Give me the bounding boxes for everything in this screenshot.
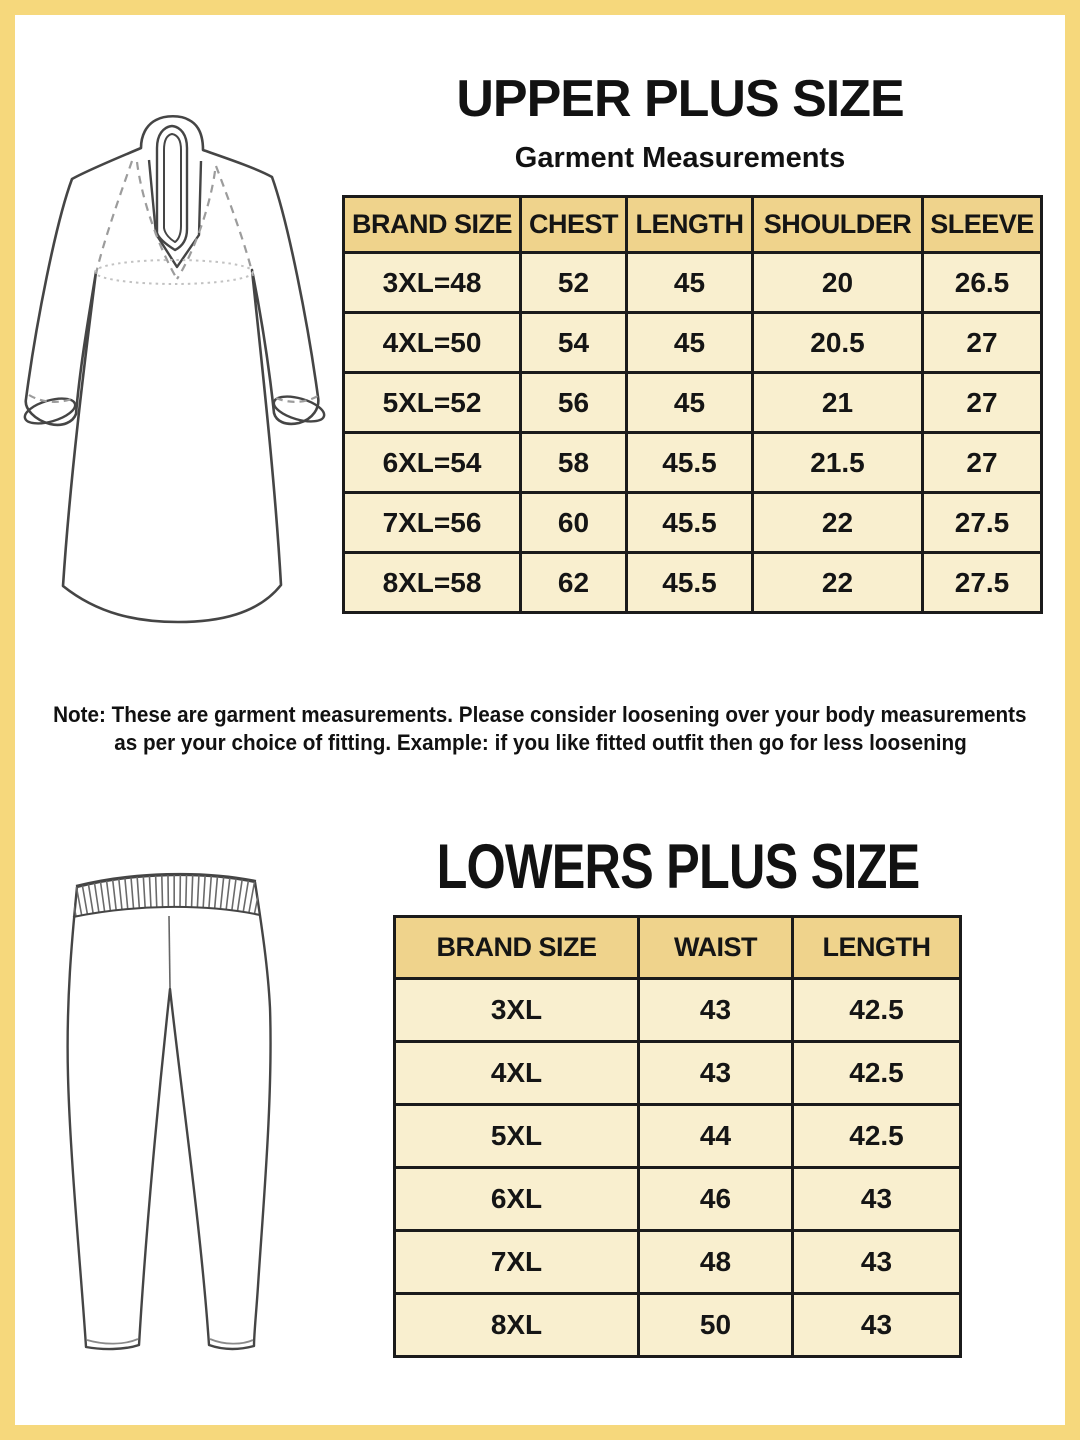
header-cell-length: LENGTH: [793, 917, 961, 979]
table-cell: 54: [521, 313, 627, 373]
table-row: [395, 1168, 961, 1231]
table-cell: 6XL=54: [344, 433, 521, 493]
table-cell: 3XL: [395, 979, 639, 1042]
table-cell: 56: [521, 373, 627, 433]
table-cell: 27.5: [923, 493, 1042, 553]
table-cell: 26.5: [923, 253, 1042, 313]
table-cell: 6XL: [395, 1168, 639, 1231]
table-cell: 48: [639, 1231, 793, 1294]
table-cell: 27: [923, 433, 1042, 493]
table-row: [395, 1294, 961, 1357]
table-cell: 3XL=48: [344, 253, 521, 313]
table-cell: 42.5: [793, 1042, 961, 1105]
table-row: [344, 373, 1042, 433]
measurement-note: [0, 701, 1080, 757]
table-cell: 45.5: [627, 493, 753, 553]
table-row: [344, 493, 1042, 553]
table-cell: 8XL=58: [344, 553, 521, 613]
header-cell-shoulder: SHOULDER: [753, 197, 923, 253]
table-cell: 4XL=50: [344, 313, 521, 373]
table-cell: 7XL=56: [344, 493, 521, 553]
table-cell: 50: [639, 1294, 793, 1357]
table-cell: 58: [521, 433, 627, 493]
header-cell-length: LENGTH: [627, 197, 753, 253]
note-line-2: as per your choice of fitting. Example: if you like fitted outfit then go for less loosening: [113, 730, 967, 755]
table-cell: 43: [793, 1231, 961, 1294]
upper-size-table: [342, 195, 1043, 614]
table-row: [395, 1105, 961, 1168]
table-cell: 42.5: [793, 1105, 961, 1168]
table-cell: 5XL: [395, 1105, 639, 1168]
table-cell: 43: [793, 1294, 961, 1357]
header-cell-chest: CHEST: [521, 197, 627, 253]
table-cell: 43: [639, 1042, 793, 1105]
table-cell: 45.5: [627, 553, 753, 613]
table-cell: 45.5: [627, 433, 753, 493]
upper-section-title: UPPER PLUS SIZE: [456, 70, 904, 128]
table-cell: 45: [627, 253, 753, 313]
table-row: [395, 1231, 961, 1294]
pants-illustration: [42, 858, 360, 1400]
table-cell: 27: [923, 313, 1042, 373]
table-cell: 8XL: [395, 1294, 639, 1357]
table-cell: 43: [639, 979, 793, 1042]
header-cell-sleeve: SLEEVE: [923, 197, 1042, 253]
table-row: [395, 1042, 961, 1105]
table-cell: 45: [627, 313, 753, 373]
table-row: [344, 553, 1042, 613]
table-cell: 52: [521, 253, 627, 313]
table-cell: 27.5: [923, 553, 1042, 613]
table-cell: 20: [753, 253, 923, 313]
table-row: [344, 313, 1042, 373]
table-cell: 22: [753, 553, 923, 613]
table-cell: 4XL: [395, 1042, 639, 1105]
table-cell: 7XL: [395, 1231, 639, 1294]
lower-table-header-row: [395, 917, 961, 979]
header-cell-waist: WAIST: [639, 917, 793, 979]
table-cell: 21.5: [753, 433, 923, 493]
table-cell: 43: [793, 1168, 961, 1231]
table-cell: 21: [753, 373, 923, 433]
table-cell: 5XL=52: [344, 373, 521, 433]
table-cell: 62: [521, 553, 627, 613]
table-cell: 22: [753, 493, 923, 553]
lower-section-title: LOWERS PLUS SIZE: [436, 832, 920, 902]
kurta-illustration: [18, 108, 350, 653]
note-line-1: Note: These are garment measurements. Please consider loosening over your body measurements: [53, 702, 1027, 727]
header-cell-brand-size: BRAND SIZE: [395, 917, 639, 979]
table-cell: 42.5: [793, 979, 961, 1042]
lower-size-table: [393, 915, 962, 1358]
table-cell: 46: [639, 1168, 793, 1231]
table-row: [395, 979, 961, 1042]
table-cell: 20.5: [753, 313, 923, 373]
table-cell: 44: [639, 1105, 793, 1168]
table-row: [344, 433, 1042, 493]
table-cell: 45: [627, 373, 753, 433]
table-row: [344, 253, 1042, 313]
upper-section-subtitle: Garment Measurements: [514, 142, 846, 174]
header-cell-brand-size: BRAND SIZE: [344, 197, 521, 253]
upper-table-header-row: [344, 197, 1042, 253]
table-cell: 60: [521, 493, 627, 553]
table-cell: 27: [923, 373, 1042, 433]
